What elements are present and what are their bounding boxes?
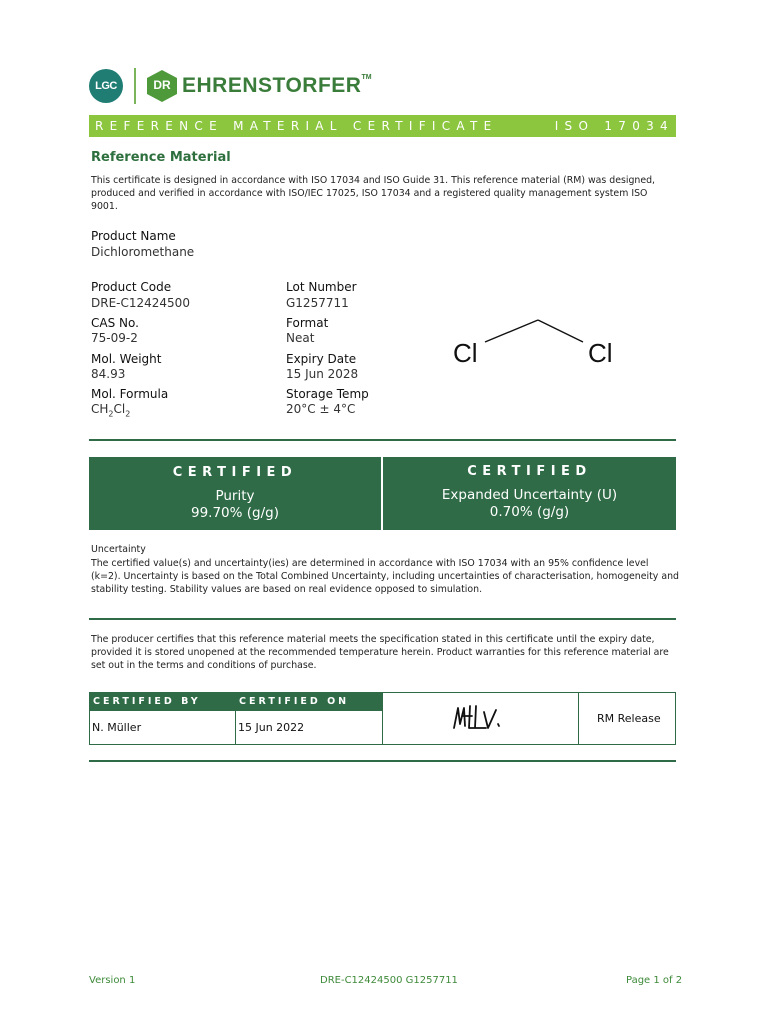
certified-on-header: CERTIFIED ON [236, 693, 383, 711]
lot-number-label: Lot Number [286, 280, 357, 294]
certified-property-value: 0.70% (g/g) [489, 504, 570, 520]
brand-name-text: EHRENSTORFER [182, 74, 362, 97]
logo-divider [134, 68, 136, 104]
certificate-banner [89, 115, 676, 137]
certified-heading: CERTIFIED [172, 465, 298, 480]
lgc-logo [89, 69, 123, 103]
signature-table [89, 692, 676, 745]
lgc-logo-text: LGC [95, 80, 117, 92]
banner-title: REFERENCE MATERIAL CERTIFICATE [95, 119, 498, 133]
trademark: TM [361, 74, 372, 81]
brand-name [182, 74, 372, 98]
certified-by-value: N. Müller [92, 721, 142, 734]
certified-on-value: 15 Jun 2022 [238, 721, 305, 734]
table-divider [235, 693, 236, 744]
cas-label: CAS No. [91, 316, 139, 330]
certified-heading: CERTIFIED [467, 464, 592, 479]
section-divider [89, 618, 676, 620]
table-divider [578, 693, 579, 744]
storage-temp-value: 20°C ± 4°C [286, 402, 356, 416]
section-divider [89, 439, 676, 441]
footer-document-id: DRE-C12424500 G1257711 [320, 975, 458, 986]
expiry-date-label: Expiry Date [286, 352, 357, 366]
certified-property-name: Expanded Uncertainty (U) [441, 487, 618, 503]
section-title: Reference Material [91, 150, 231, 165]
rm-release-label: RM Release [597, 712, 661, 725]
dr-ehrenstorfer-logo-icon [146, 69, 178, 103]
lot-number-value: G1257711 [286, 296, 349, 310]
footer-page-number: Page 1 of 2 [626, 975, 683, 986]
uncertainty-title: Uncertainty [91, 544, 146, 555]
certified-by-header: CERTIFIED BY [90, 693, 236, 711]
product-name-label: Product Name [91, 229, 176, 243]
certified-property-value: 99.70% (g/g) [191, 505, 279, 521]
mol-formula-value: $CH_2Cl_2$ [91, 402, 131, 419]
mol-formula-label: Mol. Formula [91, 387, 169, 401]
format-label: Format [286, 316, 329, 330]
structure-atom-left: Cl [453, 338, 478, 368]
product-name-value: Dichloromethane [91, 245, 195, 259]
signature-image [448, 702, 508, 738]
certified-uncertainty-box [383, 457, 676, 530]
mol-weight-label: Mol. Weight [91, 352, 162, 366]
certified-purity-box [89, 457, 381, 530]
product-code-label: Product Code [91, 280, 172, 294]
table-divider [382, 693, 383, 744]
structure-atom-right: Cl [588, 338, 613, 368]
footer-version: Version 1 [89, 975, 136, 986]
uncertainty-text: The certified value(s) and uncertainty(ies) are determined in accordance with ISO 17034 with an 95% confidence level (k=2). Uncertainty is based on the Total Combined Uncertainty, including uncertainties of characterisation, homogeneity and stability testing. Stability values are based on real evidence opposed to simulation. [91, 558, 679, 595]
mol-weight-value: 84.93 [91, 367, 126, 381]
dr-mark-text: DR [153, 78, 171, 92]
cas-value: 75-09-2 [91, 331, 138, 345]
product-code-value: DRE-C12424500 [91, 296, 190, 310]
section-divider [89, 760, 676, 762]
certified-property-name: Purity [215, 488, 255, 504]
chemical-structure [445, 312, 625, 372]
storage-temp-label: Storage Temp [286, 387, 369, 401]
expiry-date-value: 15 Jun 2028 [286, 367, 359, 381]
format-value: Neat [286, 331, 315, 345]
producer-statement: The producer certifies that this reference material meets the specification stated in this certificate until the expiry date, provided it is stored unopened at the recommended temperature herein. Product warranties for this reference material are set out in the terms and conditions of purchase. [91, 634, 669, 671]
banner-standard: ISO 17034 [554, 119, 674, 133]
intro-text: This certificate is designed in accordance with ISO 17034 and ISO Guide 31. This reference material (RM) was designed, produced and verified in accordance with ISO/IEC 17025, ISO 17034 and a registered quality management system ISO 9001. [91, 175, 656, 212]
